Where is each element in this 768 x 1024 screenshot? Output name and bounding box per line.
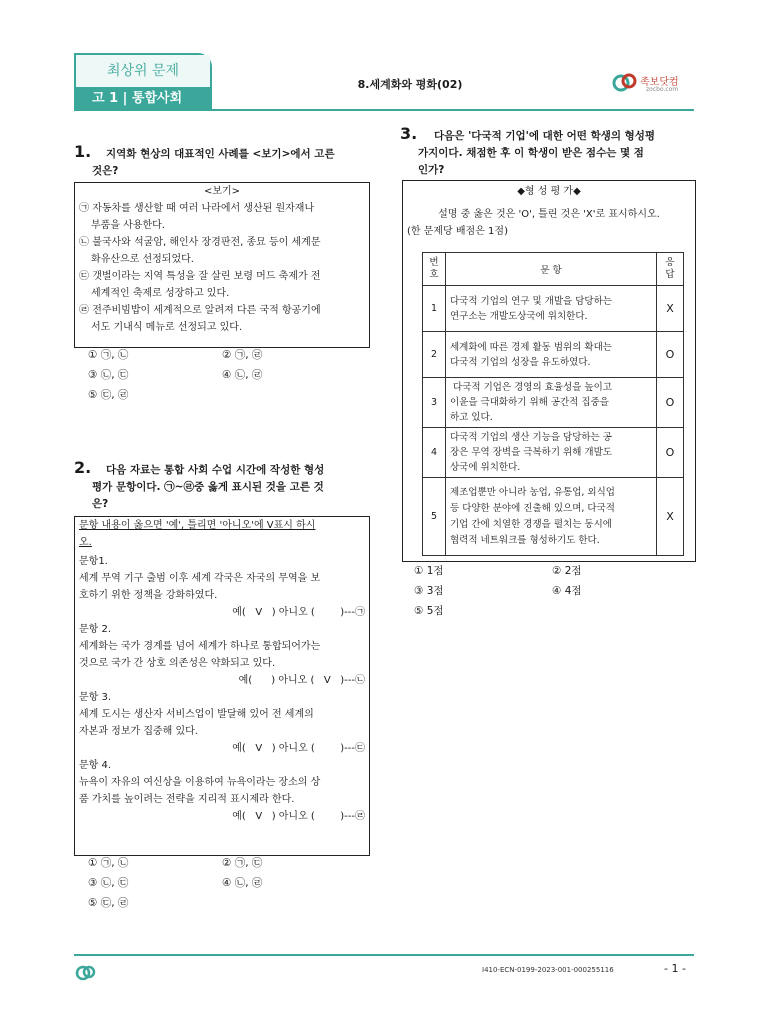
q1-text-line2: 것은? [92,165,119,177]
q3-option[interactable]: ④ 4점 [552,585,582,597]
row-statement-line: 협력적 네트워크를 형성하기도 한다. [450,534,600,546]
col-answer-header-top: 응 [665,257,675,268]
q2-item-label: 문항 3. [79,692,112,703]
col-item-header: 문 항 [446,253,657,286]
footer-divider [74,954,694,956]
col-number-header-bottom: 호 [429,269,439,280]
col-answer-header [657,253,684,286]
q2-item-line1: 세계 무역 기구 출범 이후 세계 각국은 자국의 무역을 보 [79,573,321,584]
q1-item [79,268,365,285]
row-statement-line: 등 다양한 분야에 진출해 있으며, 다국적 [450,502,615,514]
logo-text: 족보닷컴 [640,77,679,88]
logo-subtext: zocbo.com [646,86,679,93]
q2-item-line2: 것으로 국가 간 상호 의존성은 약화되고 있다. [79,658,276,669]
row-answer: O [657,332,684,378]
q1-option[interactable]: ③ ㉡, ㉢ [88,369,129,381]
q2-option[interactable]: ② ㉠, ㉢ [222,857,263,869]
table-row [423,478,684,556]
row-number: 2 [423,332,446,378]
q1-item [79,302,365,319]
row-statement-line: 제조업뿐만 아니라 농업, 유통업, 외식업 [450,486,615,498]
q2-option[interactable]: ⑤ ㉢, ㉣ [88,897,129,909]
q2-intro-line1: 문항 내용이 옳으면 '예', 틀리면 '아니오'에 V표시 하시 [79,520,316,531]
subject-tag [74,53,212,109]
q2-item-answer: 예( V ) 아니오 ( )---㉠ [232,607,365,618]
q2-item-label: 문항 4. [79,760,112,771]
logo-icon [610,68,640,98]
table-row [423,378,684,428]
q2-item-line1: 세계 도시는 생산자 서비스업이 발달해 있어 전 세계의 [79,709,314,720]
q2-item-box [74,516,370,856]
q3-instruction-line2: (한 문제당 배점은 1점) [407,226,508,237]
row-statement-line: 다국적 기업의 연구 및 개발을 담당하는 [450,295,612,307]
q1-example-box [74,182,370,348]
q1-item-mark: ㉣ [79,305,89,316]
q1-number: 1. [74,142,92,161]
q2-item-line1: 세계화는 국가 경계를 넘어 세계가 하나로 통합되어가는 [79,641,321,652]
q2-item-line1: 뉴욕이 자유의 여신상을 이용하여 뉴욕이라는 장소의 상 [79,777,321,788]
row-statement-line: 세계화에 따른 경제 활동 범위의 확대는 [450,341,612,353]
header-divider [74,109,694,111]
row-answer: X [657,478,684,556]
q1-option[interactable]: ④ ㉡, ㉣ [222,369,263,381]
q1-item-line2: 부품을 사용한다. [91,220,165,231]
q2-item-answer: 예( ) 아니오 ( V )---㉡ [238,675,365,686]
q1-item-line1: 전주비빔밥이 세계적으로 알려져 다른 국적 항공기에 [92,305,321,316]
document-code: I410-ECN-0199-2023-001-000255116 [482,966,614,974]
row-statement [446,478,657,556]
row-statement-line: 다국적 기업의 생산 기능을 담당하는 공 [450,432,612,443]
q1-item-line2: 서도 기내식 메뉴로 선정되고 있다. [91,322,243,333]
q3-text-line1: 다음은 '다국적 기업'에 대한 어떤 학생의 형성평 [434,130,656,142]
footer-logo [74,962,98,987]
q1-text-line1: 지역화 현상의 대표적인 사례를 <보기>에서 고른 [106,148,335,160]
q2-item-answer: 예( V ) 아니오 ( )---㉢ [232,743,365,754]
tag-level: 최상위 문제 [76,55,210,87]
q1-item-line2: 세계적인 축제로 성장하고 있다. [91,288,230,299]
q3-number: 3. [400,124,418,143]
row-statement [446,286,657,332]
q3-instruction-line1: 설명 중 옳은 것은 'O', 틀린 것은 'X'로 표시하시오. [438,209,660,220]
q1-item-line1: 갯벌이라는 지역 특성을 잘 살린 보령 머드 축제가 전 [92,271,321,282]
q3-option[interactable]: ⑤ 5점 [414,605,444,617]
q1-item-mark: ㉢ [79,271,89,282]
q2-item-answer: 예( V ) 아니오 ( )---㉣ [232,811,365,822]
row-statement-line: 상국에 위치한다. [450,462,521,473]
table-row [423,286,684,332]
q2-option[interactable]: ① ㉠, ㉡ [88,857,129,869]
q2-item-label: 문항 2. [79,624,112,635]
footer-logo-icon [74,962,98,984]
q3-box-title: ◆형 성 평 가◆ [517,186,581,197]
q2-option[interactable]: ④ ㉡, ㉣ [222,877,263,889]
row-statement-line: 연구소는 개발도상국에 위치한다. [450,310,588,322]
row-answer: X [657,286,684,332]
q2-item-line2: 자본과 정보가 집중해 있다. [79,726,198,737]
row-answer: O [657,428,684,478]
row-number: 3 [423,378,446,428]
row-statement-line: 장은 무역 장벽을 극복하기 위해 개발도 [450,447,612,458]
table-row [423,428,684,478]
q2-item-line2: 호하기 위한 정책을 강화하였다. [79,590,218,601]
row-statement [446,332,657,378]
row-statement [446,428,657,478]
q1-option[interactable]: ② ㉠, ㉣ [222,349,263,361]
row-statement-line: 이윤을 극대화하기 위해 공간적 집중을 [450,397,609,408]
row-number: 4 [423,428,446,478]
q1-item-mark: ㉠ [79,203,89,214]
q3-option[interactable]: ① 1점 [414,565,444,577]
row-statement-line: 기업 간에 치열한 경쟁을 펼치는 동시에 [450,518,612,530]
row-answer: O [657,378,684,428]
col-number-header-top: 번 [429,257,439,268]
table-header-row [423,253,684,286]
q2-text-line2: 평가 문항이다. ㉠~㉣중 옳게 표시된 것을 고른 것 [92,481,324,493]
q2-number: 2. [74,458,92,477]
q3-text-line2: 가지이다. 채점한 후 이 학생이 받은 점수는 몇 점 [418,147,644,159]
page-title: 8.세계화와 평화(02) [357,78,463,91]
tag-subject: 고 1 | 통합사회 [76,87,210,111]
row-statement [446,378,657,428]
q3-option[interactable]: ② 2점 [552,565,582,577]
q2-text-line1: 다음 자료는 통합 사회 수업 시간에 작성한 형성 [106,464,325,476]
q2-text-line3: 은? [92,498,109,510]
row-number: 5 [423,478,446,556]
row-number: 1 [423,286,446,332]
q1-item-line1: 자동차를 생산할 때 여러 나라에서 생산된 원자재나 [92,203,315,214]
col-answer-header-bottom: 답 [665,269,675,280]
row-statement-line: 하고 있다. [450,412,493,423]
q3-option[interactable]: ③ 3점 [414,585,444,597]
q1-box-title: <보기> [203,186,241,197]
q3-text-line3: 인가? [418,164,445,176]
q1-option[interactable]: ⑤ ㉢, ㉣ [88,389,129,401]
row-statement-line: 다국적 기업의 성장을 유도하였다. [450,356,591,368]
logo [610,68,700,98]
q1-item-mark: ㉡ [79,237,89,248]
q1-item [79,200,365,217]
q2-item-line2: 품 가치를 높이려는 전략을 지리적 표시제라 한다. [79,794,295,805]
q1-option[interactable]: ① ㉠, ㉡ [88,349,129,361]
q3-evaluation-table [422,252,684,556]
table-row [423,332,684,378]
q2-intro-line2: 오. [79,537,92,548]
q1-item-line1: 불국사와 석굴암, 해인사 장경판전, 종묘 등이 세계문 [92,237,321,248]
q2-option[interactable]: ③ ㉡, ㉢ [88,877,129,889]
q1-item-line2: 화유산으로 선정되었다. [91,254,194,265]
q2-item-label: 문항1. [79,556,108,567]
page-number: - 1 - [664,962,686,975]
q1-item [79,234,365,251]
row-statement-line: 다국적 기업은 경영의 효율성을 높이고 [450,382,612,393]
col-number-header [423,253,446,286]
